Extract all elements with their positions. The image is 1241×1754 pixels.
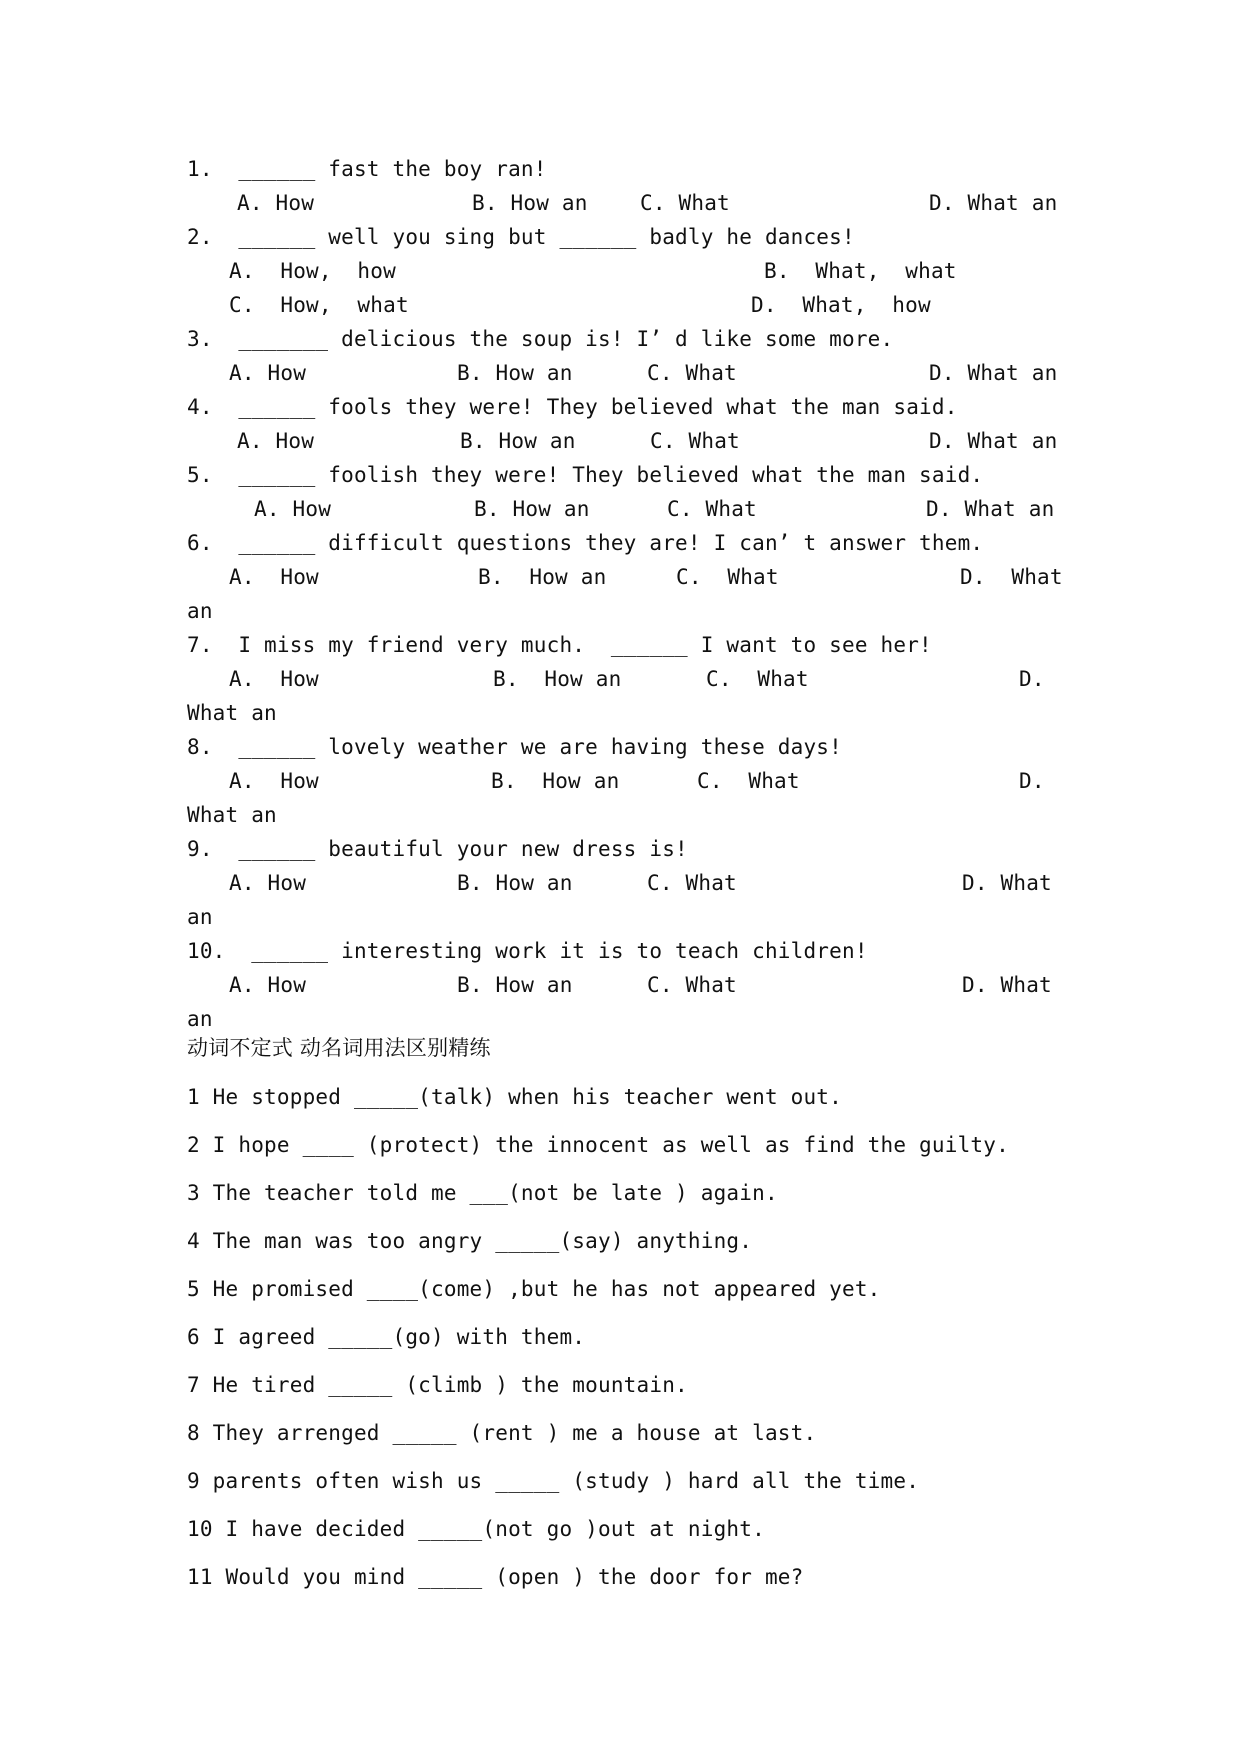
question-10-option-c: C. What bbox=[647, 973, 737, 997]
question-9-option-d: D. What bbox=[962, 871, 1052, 895]
question-4-option-d: D. What an bbox=[929, 429, 1058, 453]
question-4-option-c: C. What bbox=[650, 429, 740, 453]
question-7-stem: 7. I miss my friend very much. ______ I want to see her! bbox=[187, 633, 932, 657]
fill-item-4: 4 The man was too angry _____(say) anything. bbox=[187, 1229, 753, 1253]
question-1-option-b: B. How an bbox=[472, 191, 588, 215]
question-1-stem: 1. ______ fast the boy ran! bbox=[187, 157, 547, 181]
question-6-option-b: B. How an bbox=[478, 565, 607, 589]
question-10-stem: 10. ______ interesting work it is to teach children! bbox=[187, 939, 868, 963]
question-2-option-b: B. What, what bbox=[764, 259, 957, 283]
question-8-option-a: A. How bbox=[229, 769, 319, 793]
question-9-option-a: A. How bbox=[229, 871, 307, 895]
question-3-option-b: B. How an bbox=[457, 361, 573, 385]
question-7-option-c: C. What bbox=[706, 667, 809, 691]
fill-item-5: 5 He promised ____(come) ,but he has not appeared yet. bbox=[187, 1277, 881, 1301]
question-8-option-d-wrap: What an bbox=[187, 803, 277, 827]
question-7-option-a: A. How bbox=[229, 667, 319, 691]
question-3-stem: 3. _______ delicious the soup is! I’ d like some more. bbox=[187, 327, 894, 351]
question-5-option-a: A. How bbox=[254, 497, 332, 521]
question-1-option-d: D. What an bbox=[929, 191, 1058, 215]
question-2-option-c: C. How, what bbox=[229, 293, 409, 317]
question-8-stem: 8. ______ lovely weather we are having these days! bbox=[187, 735, 842, 759]
fill-item-1: 1 He stopped _____(talk) when his teacher went out. bbox=[187, 1085, 842, 1109]
question-3-option-a: A. How bbox=[229, 361, 307, 385]
question-6-option-a: A. How bbox=[229, 565, 319, 589]
question-7-option-d: D. bbox=[1019, 667, 1045, 691]
fill-item-10: 10 I have decided _____(not go )out at night. bbox=[187, 1517, 765, 1541]
section-heading: 动词不定式 动名词用法区别精练 bbox=[187, 1036, 491, 1060]
fill-item-2: 2 I hope ____ (protect) the innocent as well as find the guilty. bbox=[187, 1133, 1009, 1157]
question-9-stem: 9. ______ beautiful your new dress is! bbox=[187, 837, 688, 861]
question-6-option-d: D. What bbox=[960, 565, 1063, 589]
question-2-option-a: A. How, how bbox=[229, 259, 396, 283]
question-6-stem: 6. ______ difficult questions they are! I can’ t answer them. bbox=[187, 531, 984, 555]
question-10-option-d-wrap: an bbox=[187, 1007, 213, 1031]
question-5-option-c: C. What bbox=[667, 497, 757, 521]
question-4-option-a: A. How bbox=[237, 429, 315, 453]
fill-item-9: 9 parents often wish us _____ (study ) hard all the time. bbox=[187, 1469, 920, 1493]
question-8-option-d: D. bbox=[1019, 769, 1045, 793]
question-9-option-d-wrap: an bbox=[187, 905, 213, 929]
fill-item-7: 7 He tired _____ (climb ) the mountain. bbox=[187, 1373, 688, 1397]
question-1-option-c: C. What bbox=[640, 191, 730, 215]
question-7-option-b: B. How an bbox=[493, 667, 622, 691]
question-6-option-d-wrap: an bbox=[187, 599, 213, 623]
fill-item-6: 6 I agreed _____(go) with them. bbox=[187, 1325, 586, 1349]
question-3-option-d: D. What an bbox=[929, 361, 1058, 385]
question-3-option-c: C. What bbox=[647, 361, 737, 385]
question-8-option-b: B. How an bbox=[491, 769, 620, 793]
question-10-option-b: B. How an bbox=[457, 973, 573, 997]
question-4-option-b: B. How an bbox=[460, 429, 576, 453]
question-5-option-b: B. How an bbox=[474, 497, 590, 521]
fill-item-8: 8 They arrenged _____ (rent ) me a house at last. bbox=[187, 1421, 817, 1445]
question-9-option-c: C. What bbox=[647, 871, 737, 895]
question-9-option-b: B. How an bbox=[457, 871, 573, 895]
question-7-option-d-wrap: What an bbox=[187, 701, 277, 725]
question-5-option-d: D. What an bbox=[926, 497, 1055, 521]
question-2-option-d: D. What, how bbox=[751, 293, 931, 317]
question-4-stem: 4. ______ fools they were! They believed what the man said. bbox=[187, 395, 958, 419]
question-10-option-a: A. How bbox=[229, 973, 307, 997]
question-6-option-c: C. What bbox=[676, 565, 779, 589]
question-10-option-d: D. What bbox=[962, 973, 1052, 997]
fill-item-3: 3 The teacher told me ___(not be late ) again. bbox=[187, 1181, 778, 1205]
fill-item-11: 11 Would you mind _____ (open ) the door for me? bbox=[187, 1565, 804, 1589]
question-1-option-a: A. How bbox=[237, 191, 315, 215]
question-8-option-c: C. What bbox=[697, 769, 800, 793]
question-5-stem: 5. ______ foolish they were! They believed what the man said. bbox=[187, 463, 984, 487]
question-2-stem: 2. ______ well you sing but ______ badly he dances! bbox=[187, 225, 855, 249]
